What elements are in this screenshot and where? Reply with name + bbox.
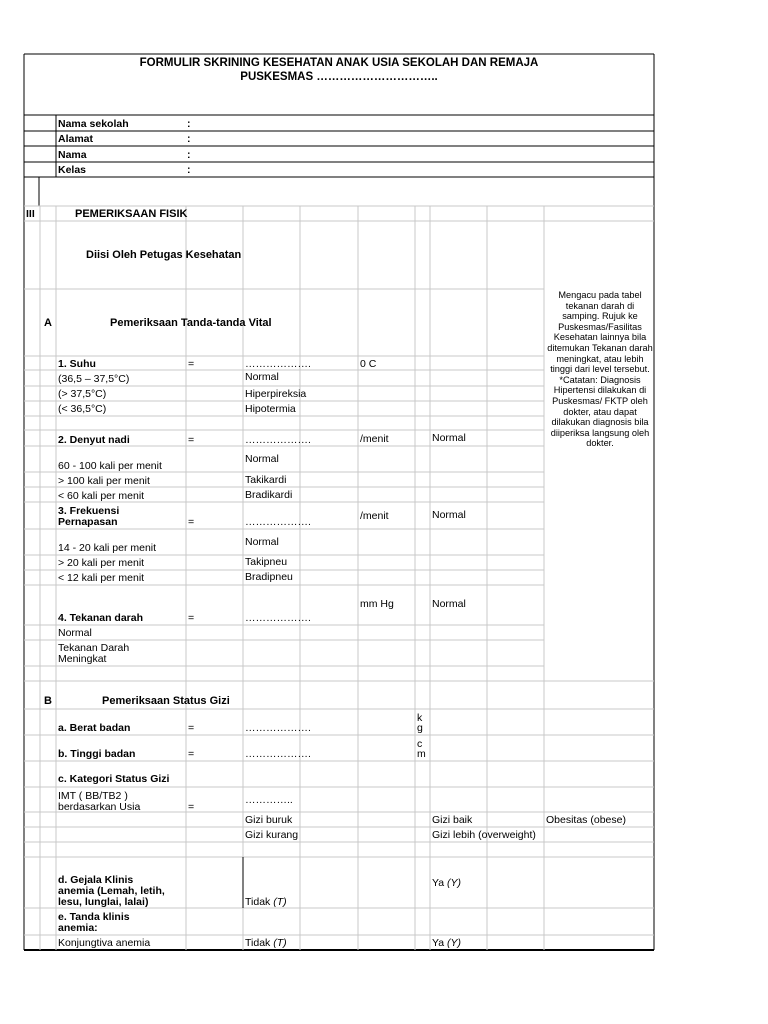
- section-b-letter: B: [44, 695, 52, 707]
- imt-blank: …………..: [245, 794, 293, 806]
- imt-eq: =: [188, 801, 195, 813]
- section-a-letter: A: [44, 317, 52, 329]
- tensi-option-meningkat-line1: Tekanan Darah: [58, 642, 130, 654]
- obesitas: Obesitas (obese): [546, 814, 626, 826]
- nadi-blank: ……………….: [245, 434, 311, 446]
- suhu-range-1: (36,5 – 37,5°C): [58, 373, 130, 385]
- napas-range-3: < 12 kali per menit: [58, 572, 145, 584]
- tensi-unit: mm Hg: [360, 598, 394, 610]
- section-subtitle: Diisi Oleh Petugas Kesehatan: [86, 249, 242, 261]
- gejala-ya-text: Ya: [432, 877, 445, 889]
- berat-label: a. Berat badan: [58, 722, 131, 734]
- tanda-ya-code: (Y): [447, 937, 461, 949]
- napas-eq: =: [188, 516, 195, 528]
- tinggi-eq: =: [188, 748, 195, 760]
- section-b-title: Pemeriksaan Status Gizi: [102, 695, 230, 707]
- imt-label-line2: berdasarkan Usia: [58, 801, 141, 813]
- tanda-option-tidak: [245, 937, 287, 949]
- gejala-option-tidak: [245, 896, 287, 908]
- nadi-status: Normal: [432, 432, 466, 444]
- gizi-kurang: Gizi kurang: [245, 829, 299, 841]
- alamat-colon: :: [187, 133, 191, 145]
- nadi-range-3: < 60 kali per menit: [58, 490, 145, 502]
- gejala-tidak-text: Tidak: [245, 896, 271, 908]
- tinggi-blank: ……………….: [245, 748, 311, 760]
- tensi-eq: =: [188, 612, 195, 624]
- gizi-baik: Gizi baik: [432, 814, 473, 826]
- nama-sekolah-label: Nama sekolah: [58, 118, 129, 130]
- napas-label-line1: 3. Frekuensi: [58, 505, 120, 517]
- tanda-ya-text: Ya: [432, 937, 445, 949]
- gejala-tidak-code: (T): [273, 896, 287, 908]
- tinggi-label: b. Tinggi badan: [58, 748, 136, 760]
- gejala-label-line1: d. Gejala Klinis: [58, 874, 134, 886]
- section-roman: III: [26, 208, 35, 220]
- kelas-label: Kelas: [58, 164, 87, 176]
- kelas-colon: :: [187, 164, 191, 176]
- napas-result-3: Bradipneu: [245, 571, 293, 583]
- gejala-ya-code: (Y): [447, 877, 461, 889]
- nama-label: Nama: [58, 149, 87, 161]
- tanda-option-ya: [432, 937, 461, 949]
- tensi-status: Normal: [432, 598, 466, 610]
- tanda-tidak-text: Tidak: [245, 937, 271, 949]
- tanda-label-line2: anemia:: [58, 922, 98, 934]
- napas-range-1: 14 - 20 kali per menit: [58, 542, 157, 554]
- tensi-option-normal: Normal: [58, 627, 92, 639]
- tensi-blank: ……………….: [245, 612, 311, 624]
- konjungtiva-label: Konjungtiva anemia: [58, 937, 151, 949]
- napas-blank: ……………….: [245, 516, 311, 528]
- suhu-unit: 0 C: [360, 358, 377, 370]
- tinggi-unit-line1: c: [417, 738, 423, 750]
- nadi-range-1: 60 - 100 kali per menit: [58, 460, 162, 472]
- suhu-eq: =: [188, 358, 195, 370]
- blood-pressure-note: Mengacu pada tabel tekanan darah di samping. Rujuk ke Puskesmas/Fasilitas Kesehatan lainnya bila ditemukan Tekanan darah meningkat, atau lebih tinggi dari level tersebut. *Catatan: Diagnosis Hipertensi dilakukan di Puskesmas/ FKTP oleh dokter, atau dapat dilakukan diagnosis bila diiperiksa langsung oleh dokter.: [547, 290, 653, 449]
- nadi-label: 2. Denyut nadi: [58, 434, 130, 446]
- section-title-pemeriksaan-fisik: PEMERIKSAAN FISIK: [75, 208, 188, 220]
- gizi-lebih: Gizi lebih (overweight): [432, 829, 536, 841]
- tensi-label: 4. Tekanan darah: [58, 612, 144, 624]
- suhu-range-2: (> 37,5°C): [58, 388, 107, 400]
- suhu-label: 1. Suhu: [58, 358, 96, 370]
- suhu-result-2: Hiperpireksia: [245, 388, 307, 400]
- nadi-unit: /menit: [360, 433, 389, 445]
- gejala-option-ya: [432, 877, 461, 889]
- puskesmas-line: PUSKESMAS …………………………..: [240, 71, 438, 83]
- nama-colon: :: [187, 149, 191, 161]
- gejala-label-line3: lesu, lunglai, lalai): [58, 896, 149, 908]
- tinggi-unit-line2: m: [417, 748, 426, 760]
- form-title: FORMULIR SKRINING KESEHATAN ANAK USIA SEKOLAH DAN REMAJA: [139, 57, 539, 69]
- tanda-tidak-code: (T): [273, 937, 287, 949]
- berat-unit-line2: g: [417, 722, 423, 734]
- berat-blank: ……………….: [245, 722, 311, 734]
- nama-sekolah-colon: :: [187, 118, 191, 130]
- nadi-range-2: > 100 kali per menit: [58, 475, 150, 487]
- tensi-option-meningkat-line2: Meningkat: [58, 653, 107, 665]
- gizi-buruk: Gizi buruk: [245, 814, 293, 826]
- alamat-label: Alamat: [58, 133, 94, 145]
- nadi-result-2: Takikardi: [245, 474, 287, 486]
- napas-label-line2: Pernapasan: [58, 516, 118, 528]
- napas-status: Normal: [432, 509, 466, 521]
- nadi-result-3: Bradikardi: [245, 489, 293, 501]
- napas-result-1: Normal: [245, 536, 279, 548]
- napas-range-2: > 20 kali per menit: [58, 557, 145, 569]
- napas-result-2: Takipneu: [245, 556, 288, 568]
- suhu-range-3: (< 36,5°C): [58, 403, 107, 415]
- suhu-blank: ……………….: [245, 358, 311, 370]
- suhu-result-3: Hipotermia: [245, 403, 296, 415]
- berat-unit-line1: k: [417, 712, 423, 724]
- nadi-eq: =: [188, 434, 195, 446]
- gejala-label-line2: anemia (Lemah, letih,: [58, 885, 165, 897]
- kategori-label: c. Kategori Status Gizi: [58, 773, 170, 785]
- imt-label-line1: IMT ( BB/TB2 ): [58, 790, 128, 802]
- nadi-result-1: Normal: [245, 453, 279, 465]
- berat-eq: =: [188, 722, 195, 734]
- section-a-title: Pemeriksaan Tanda-tanda Vital: [110, 317, 272, 329]
- napas-unit: /menit: [360, 510, 389, 522]
- suhu-result-1: Normal: [245, 371, 279, 383]
- tanda-label-line1: e. Tanda klinis: [58, 911, 130, 923]
